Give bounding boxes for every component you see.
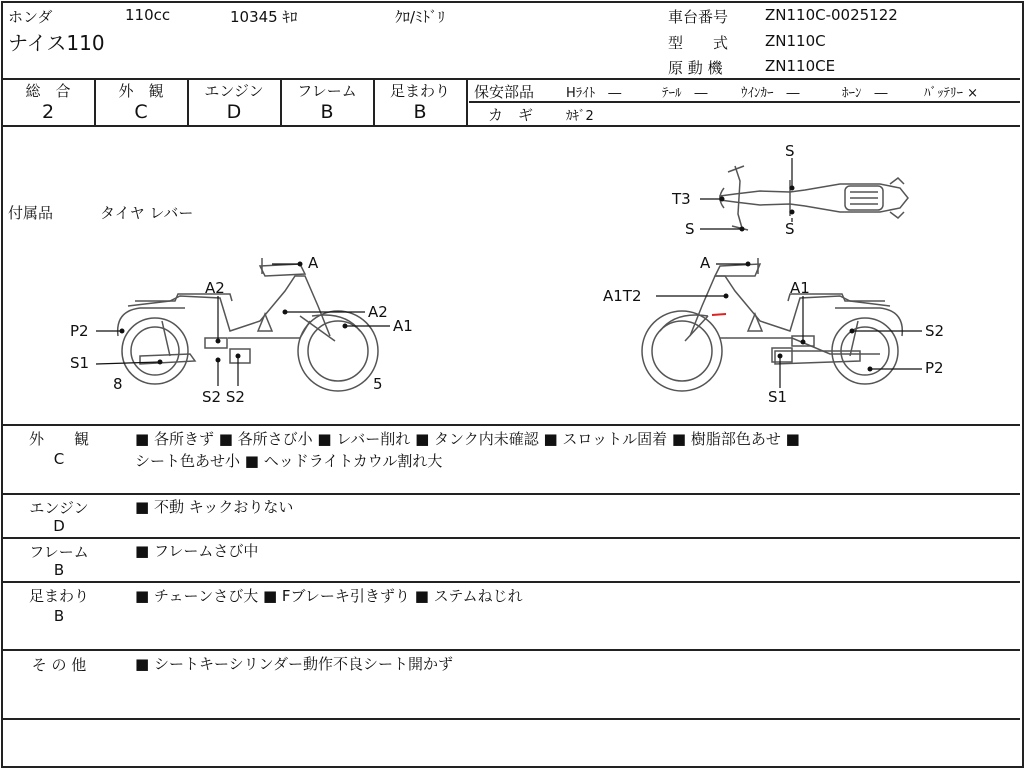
left-label-a1: A1 — [393, 317, 413, 335]
safety-horn: ﾎｰﾝ ― — [842, 86, 888, 101]
left-label-5: 5 — [373, 375, 383, 393]
left-label-8: 8 — [113, 375, 123, 393]
frame-no: ZN110C-0025122 — [765, 6, 898, 24]
divider — [2, 424, 1020, 426]
type-value: ZN110C — [765, 32, 826, 50]
top-label-s: S — [785, 142, 795, 160]
divider — [466, 79, 468, 125]
safety-label: 保安部品 — [474, 83, 535, 101]
section-suspension-grade: B — [53, 607, 65, 625]
safety-tail: ﾃｰﾙ ― — [662, 86, 708, 101]
marker-dots — [120, 186, 873, 372]
right-label-p2: P2 — [925, 359, 944, 377]
damage-diagram — [0, 126, 1020, 424]
section-engine-grade: D — [53, 517, 65, 535]
divider — [2, 718, 1020, 720]
grade-frame-label: フレーム — [297, 82, 357, 100]
grade-overall-value: 2 — [41, 101, 55, 123]
section-other-line1: ■ シートキーシリンダー動作不良シート開かず — [135, 655, 454, 673]
divider — [469, 101, 1020, 103]
displacement: 110cc — [125, 6, 171, 24]
left-label-a2b: A2 — [368, 303, 388, 321]
type-label: 型 式 — [668, 34, 729, 52]
section-exterior-line2: シート色あせ小 ■ ヘッドライトカウル割れ大 — [135, 452, 443, 470]
grade-frame-value: B — [320, 101, 334, 123]
damage-mark — [712, 314, 726, 315]
safety-winker: ｳｲﾝｶｰ ― — [741, 86, 800, 101]
mileage: 10345 ｷﾛ — [230, 8, 298, 26]
section-exterior-line1: ■ 各所きず ■ 各所さび小 ■ レバー削れ ■ タンク内未確認 ■ スロットル固着 ■ 樹脂部色あせ ■ — [135, 430, 800, 448]
grade-suspension-label: 足まわり — [389, 82, 450, 100]
safety-headlight: Hﾗｲﾄ ― — [566, 86, 622, 101]
right-label-s1: S1 — [768, 388, 788, 406]
accessories-value: タイヤ レバー — [100, 204, 194, 222]
section-exterior-label: 外 観 — [28, 430, 89, 448]
grade-exterior-value: C — [134, 101, 148, 123]
top-label-s-right: S — [785, 220, 795, 238]
grade-suspension-value: B — [413, 101, 427, 123]
section-frame-label: フレーム — [29, 543, 89, 561]
left-label-a2: A2 — [205, 279, 225, 297]
top-view-bike — [720, 166, 908, 230]
left-label-p2: P2 — [70, 322, 89, 340]
key-label: カ ギ — [488, 106, 534, 124]
section-other-label: そ の 他 — [31, 656, 87, 674]
model-name: ナイス110 — [8, 31, 105, 55]
grade-engine-value: D — [226, 101, 242, 123]
top-label-t3: T3 — [672, 190, 691, 208]
right-label-a1: A1 — [790, 279, 810, 297]
grade-engine-label: エンジン — [204, 82, 264, 100]
top-label-s-left: S — [685, 220, 695, 238]
divider — [2, 493, 1020, 495]
grade-exterior-label: 外 観 — [118, 82, 164, 100]
maker: ホンダ — [8, 8, 53, 26]
section-engine-line1: ■ 不動 キックおりない — [135, 498, 294, 516]
left-label-s1: S1 — [70, 354, 90, 372]
divider — [2, 537, 1020, 539]
right-side-bike — [642, 258, 902, 391]
section-exterior-grade: C — [53, 450, 65, 468]
divider — [2, 649, 1020, 651]
section-suspension-line1: ■ チェーンさび大 ■ Fブレーキ引きずり ■ ステムねじれ — [135, 587, 523, 605]
section-engine-label: エンジン — [29, 499, 89, 517]
accessories-label: 付属品 — [8, 204, 54, 222]
leader-lines — [96, 158, 922, 388]
right-label-a: A — [700, 254, 711, 272]
section-frame-line1: ■ フレームさび中 — [135, 542, 259, 560]
color: ｸﾛ/ﾐﾄﾞﾘ — [395, 8, 446, 26]
left-label-a: A — [308, 254, 319, 272]
right-label-s2: S2 — [925, 322, 945, 340]
key-value: ｶｷﾞ2 — [566, 109, 594, 124]
grade-overall-label: 総 合 — [25, 82, 71, 100]
left-side-bike — [118, 258, 378, 391]
right-label-a1t2: A1T2 — [603, 287, 642, 305]
frame-no-label: 車台番号 — [668, 8, 729, 26]
engine-value: ZN110CE — [765, 57, 836, 75]
section-frame-grade: B — [53, 561, 65, 579]
divider — [2, 581, 1020, 583]
section-suspension-label: 足まわり — [28, 587, 89, 605]
safety-battery: ﾊﾞｯﾃﾘｰ × — [924, 86, 979, 101]
engine-label: 原 動 機 — [668, 59, 723, 77]
left-label-s2s2: S2 S2 — [202, 388, 245, 406]
